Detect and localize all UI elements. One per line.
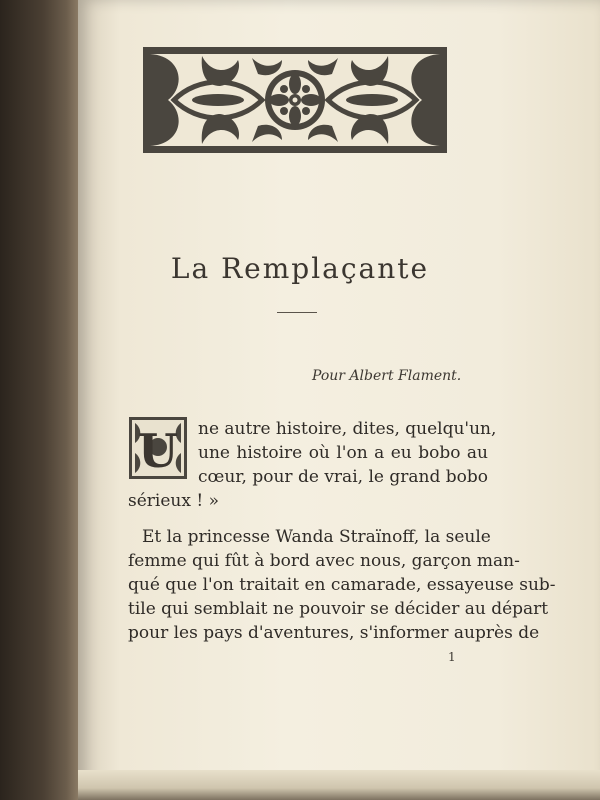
page-edge [78, 770, 600, 800]
text-line: qué que l'on traitait en camarade, essayeuse sub- [128, 575, 556, 595]
text-line: pour les pays d'aventures, s'informer auprès de [128, 623, 540, 643]
title-rule [277, 312, 317, 313]
dropcap-glyph: U [137, 424, 179, 478]
page-number: 1 [448, 650, 456, 664]
text-line: tile qui semblait ne pouvoir se décider au départ [128, 599, 549, 619]
book-spine [0, 0, 78, 800]
text-line: cœur, pour de vrai, le grand bobo [198, 467, 488, 487]
dedication: Pour Albert Flament. [312, 368, 462, 384]
text-line: Et la princesse Wanda Straïnoff, la seule [142, 527, 491, 547]
dropcap-letter [129, 417, 187, 479]
chapter-title: La Remplaçante [170, 252, 430, 285]
text-line: femme qui fût à bord avec nous, garçon man- [128, 551, 520, 571]
text-line: sérieux ! » [128, 491, 219, 511]
headpiece-ornament [142, 46, 448, 154]
text-line: une histoire où l'on a eu bobo au [198, 443, 488, 463]
text-line: ne autre histoire, dites, quelqu'un, [198, 419, 497, 439]
